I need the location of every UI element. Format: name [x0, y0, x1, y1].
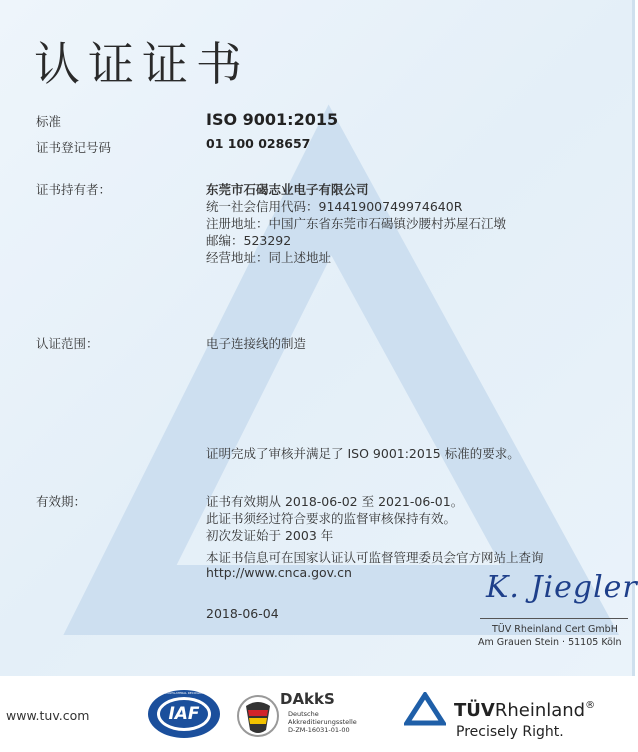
dakks-line2: Akkreditierungsstelle — [288, 718, 357, 726]
holder-name: 东莞市石碣志业电子有限公司 — [206, 182, 369, 197]
standard-value: ISO 9001:2015 — [206, 110, 339, 129]
dakks-logo — [236, 690, 366, 742]
scope-value: 电子连接线的制造 — [206, 336, 307, 351]
standard-label: 标准 — [36, 114, 62, 129]
holder-reg-address: 注册地址：中国广东省东莞市石碣镇沙腰村苏屋石江墩 — [206, 216, 507, 231]
tuv-slogan: Precisely Right. — [456, 724, 564, 740]
tuv-brand — [454, 700, 595, 721]
holder-postcode: 邮编：523292 — [206, 233, 292, 248]
iaf-text: IAF — [168, 704, 200, 724]
website-link[interactable]: www.tuv.com — [6, 708, 90, 723]
holder-credit-code: 统一社会信用代码：91441900749974640R — [206, 199, 463, 214]
signature-company: TÜV Rheinland Cert GmbH — [492, 624, 618, 635]
registration-label: 证书登记号码 — [36, 140, 112, 155]
issue-date: 2018-06-04 — [206, 606, 279, 621]
signature-script: K. Jiegler — [486, 570, 638, 605]
tuv-reg-mark: ® — [585, 700, 596, 711]
dakks-emblem-icon — [236, 692, 280, 740]
iaf-logo — [146, 688, 234, 740]
dakks-line1: Deutsche — [288, 710, 319, 718]
signature-line — [480, 618, 628, 619]
signature-address: Am Grauen Stein · 51105 Köln — [478, 637, 622, 648]
compliance-statement: 证明完成了审核并满足了 ISO 9001:2015 标准的要求。 — [206, 446, 520, 461]
holder-label: 证书持有者： — [36, 182, 112, 197]
validity-label: 有效期： — [36, 494, 87, 509]
info-notice: 本证书信息可在国家认证认可监督管理委员会官方网站上查询 — [206, 550, 544, 565]
dakks-line3: D-ZM-16031-01-00 — [288, 726, 350, 734]
info-url[interactable]: http://www.cnca.gov.cn — [206, 565, 352, 580]
holder-biz-address: 经营地址：同上述地址 — [206, 250, 332, 265]
validity-period: 证书有效期从 2018-06-02 至 2021-06-01。 — [206, 494, 464, 509]
registration-value: 01 100 028657 — [206, 136, 311, 151]
tuv-brand-rest: Rheinland — [494, 700, 586, 721]
validity-condition: 此证书须经过符合要求的监督审核保持有效。 — [206, 511, 457, 526]
first-issue: 初次发证始于 2003 年 — [206, 528, 334, 543]
tuv-brand-bold: TÜV — [454, 700, 495, 721]
scope-label: 认证范围： — [36, 336, 99, 351]
tuv-triangle-icon — [404, 692, 446, 726]
iaf-ring-text: MEMBER OF MULTILATERAL RECOGNITION ARRANGEMENT — [146, 691, 234, 695]
page-title: 认证证书 — [34, 37, 250, 91]
dakks-title: DAkkS — [280, 690, 335, 708]
